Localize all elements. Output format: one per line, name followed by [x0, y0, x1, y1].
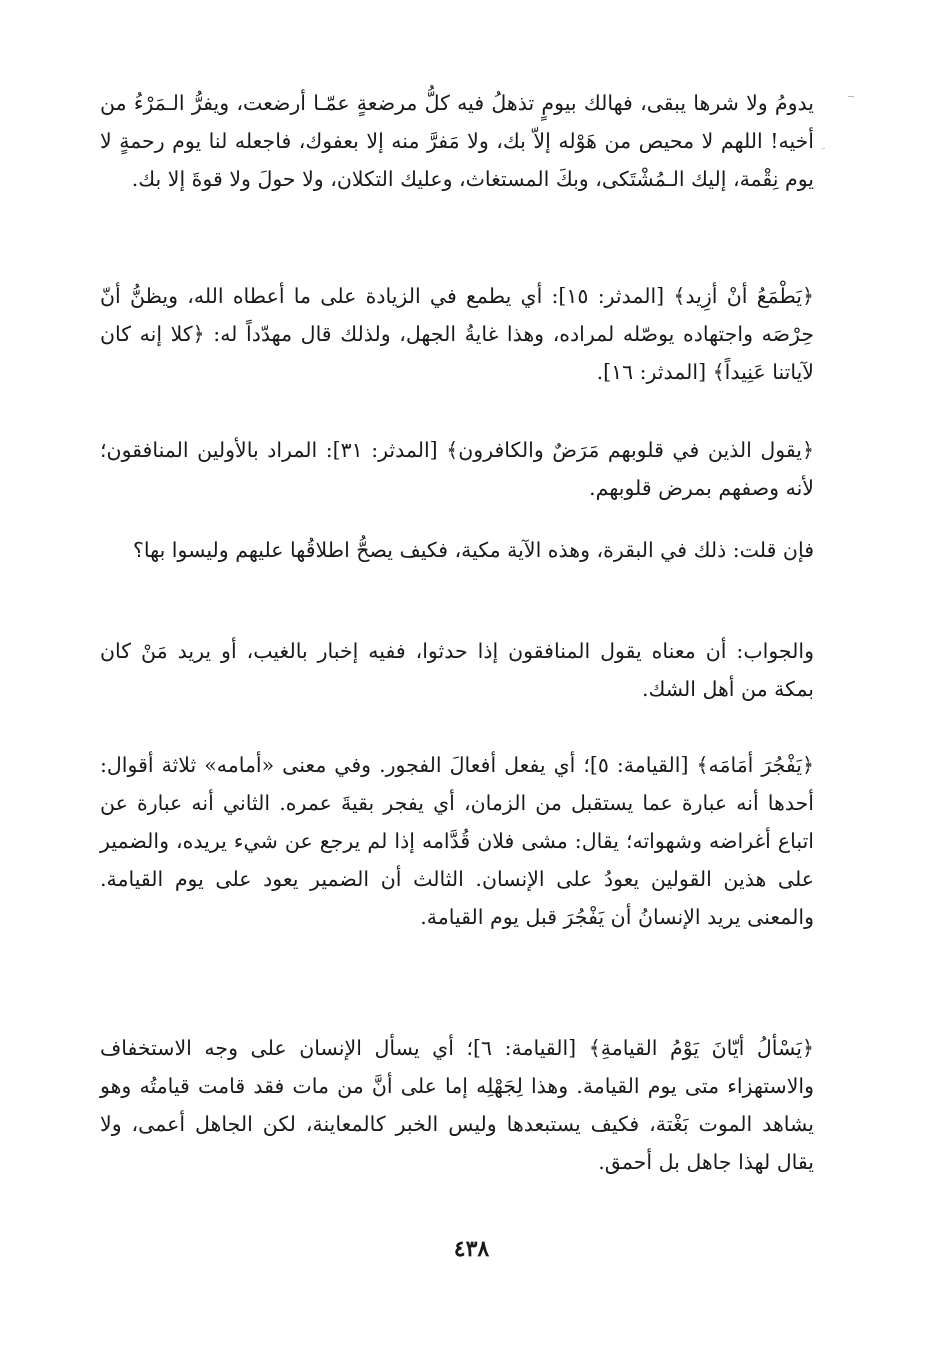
paragraph-al-qiyamah-5: ﴿يَفْجُرَ أمَامَه﴾ [القيامة: ٥]؛ أي يفعل أفعالَ الفجور. وفي معنى «أمامه» ثلاثة أقوال: أحدها أنه عبارة عما يستقبل من الزمان، أي يفجر بقيةَ عمره. الثاني أنه عبارة عن اتباع أغراضه وشهواته؛ يقال: مشى فلان قُدَّامه إذا لم يرجع عن شيء يريده، والضمير على هذين القولين يعودُ على الإنسان. الثالث أن الضمير يعود على يوم القيامة. والمعنى يريد الإنسانُ أن يَفْجُرَ قبل يوم القيامة. — [100, 753, 814, 929]
scan-edge-mark — [848, 96, 854, 97]
paragraph-al-qiyamah-6: ﴿يَسْألُ أيّانَ يَوْمُ القيامةِ﴾ [القيامة: ٦]؛ أي يسأل الإنسان على وجه الاستخفاف والاستهزاء متى يوم القيامة. وهذا لِجَهْلِه إما على أنَّ من مات فقد قامت قيامتُه وهو يشاهد الموت بَغْتة، فكيف يستبعدها وليس الخبر كالمعاينة، لكن الجاهل أعمى، ولا يقال لهذا جاهل بل أحمق. — [100, 1036, 815, 1174]
paragraph-closing-supplication: يدومُ ولا شرها يبقى، فهالك بيومٍ تذهلُ فيه كلُّ مرضعةٍ عمّـا أرضعت، ويفرُّ الـمَرْءُ من أخيه! اللهم لا محيص من هَوْله إلاّ بك، ولا مَفرَّ منه إلا بعفوك، فاجعله لنا يوم رحمةٍ لا يوم نِقْمة، إليك الـمُشْتَكى، وبكَ المستغاث، وعليك التكلان، ولا حولَ ولا قوةَ إلا بك. — [100, 91, 814, 191]
page-number: ٤٣٨ — [453, 1236, 490, 1262]
paragraph-al-muddaththir-31: ﴿يقول الذين في قلوبهم مَرَضٌ والكافرون﴾ [المدثر: ٣١]: المراد بالأولين المنافقون؛ لأنه وصفهم بمرض قلوبهم. — [100, 438, 814, 500]
scan-edge-mark — [822, 148, 825, 149]
paragraph-answer: والجواب: أن معناه يقول المنافقون إذا حدثوا، ففيه إخبار بالغيب، أو يريد مَنْ كان بمكة من أهل الشك. — [100, 639, 814, 701]
paragraph-al-muddaththir-15: ﴿يَطْمَعُ أنْ أزِيد﴾ [المدثر: ١٥]: أي يطمع في الزيادة على ما أعطاه الله، ويظنُّ أنّ حِرْصَه واجتهاده يوصّله لمراده، وهذا غايةُ الجهل، ولذلك قال مهدّداً له: ﴿كلا إنه كان لآياتنا عَنِيداً﴾ [المدثر: ١٦]. — [100, 284, 814, 384]
paragraph-question: فإن قلت: ذلك في البقرة، وهذه الآية مكية، فكيف يصحُّ اطلاقُها عليهم وليسوا بها؟ — [133, 538, 814, 562]
